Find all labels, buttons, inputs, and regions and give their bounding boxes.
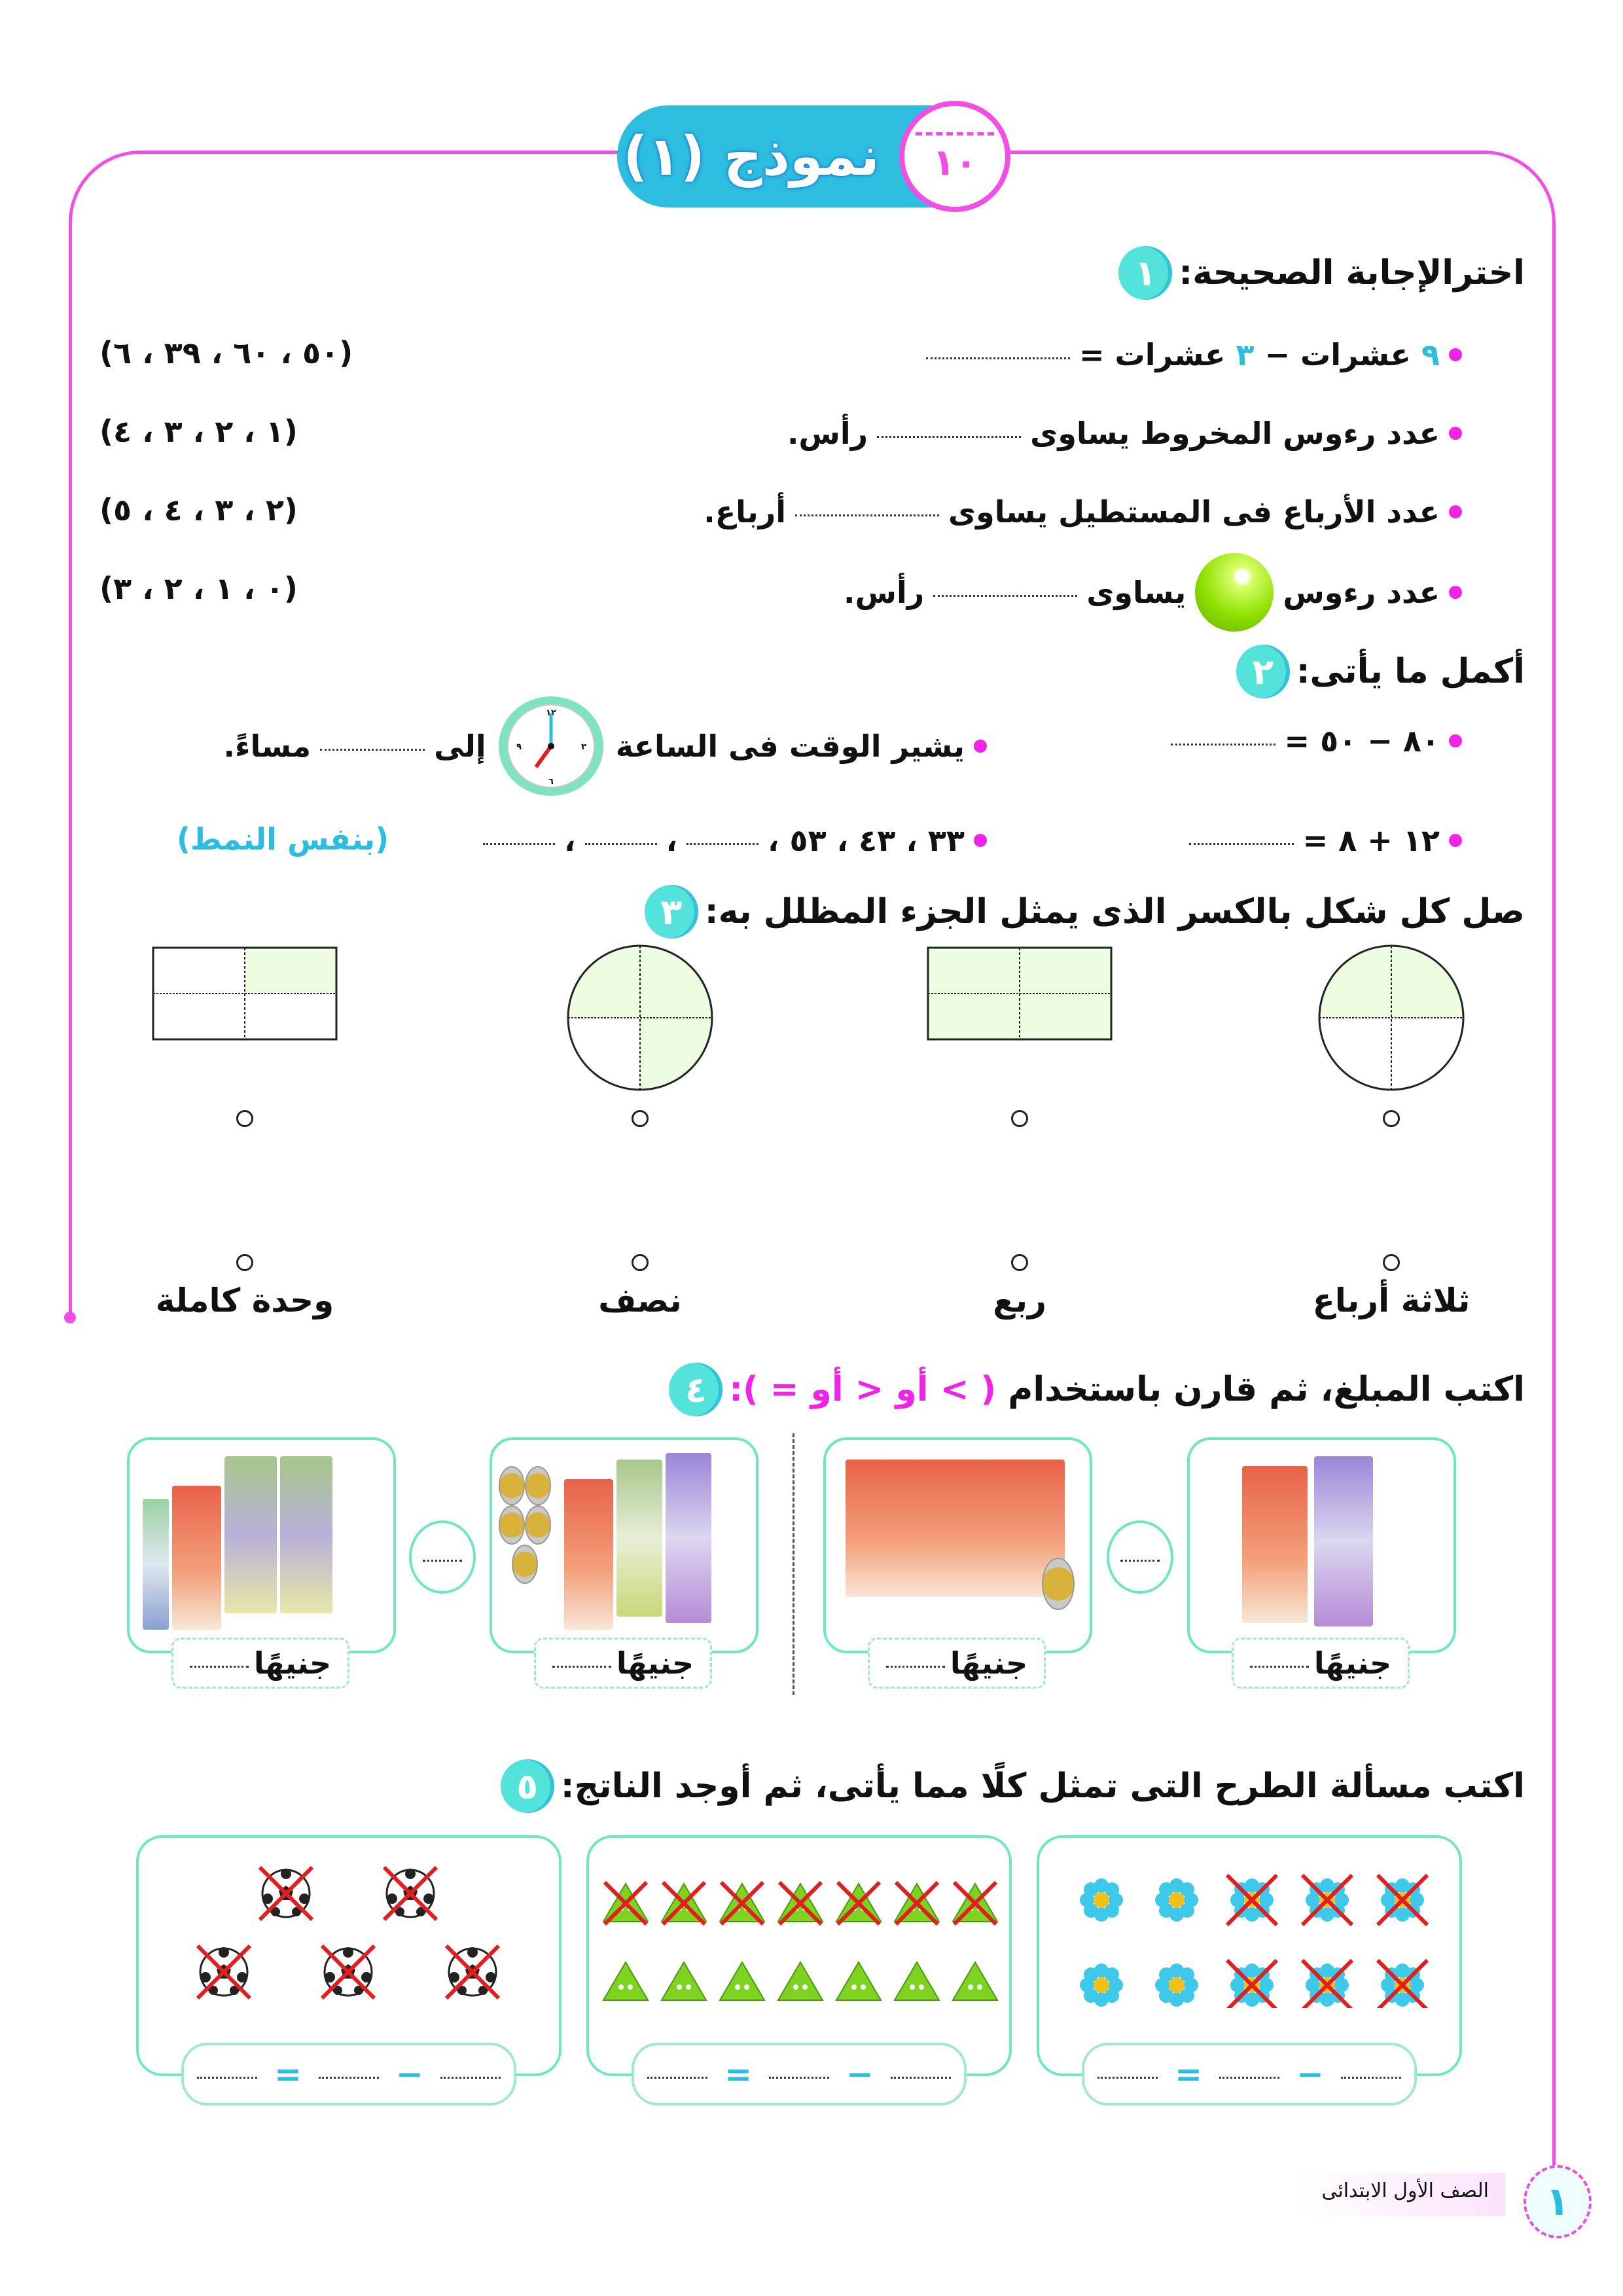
section-2-heading — [1236, 645, 1525, 698]
number: ٩ — [1421, 337, 1440, 372]
bullet-icon — [974, 740, 987, 753]
subtraction-equation — [632, 2043, 967, 2106]
banknote-20 — [224, 1456, 277, 1613]
answer-choices: (٢ ، ٣ ، ٤ ، ٥) — [99, 492, 298, 528]
answer-blank[interactable] — [1189, 836, 1294, 845]
question-row — [704, 494, 1462, 529]
pattern-numbers: ٣٣ ، ٤٣ ، ٥٣ ، — [768, 823, 965, 858]
bullet-icon — [1449, 734, 1462, 747]
equation: ٨٠ − ٥٠ = — [1284, 723, 1440, 759]
answer-blank[interactable] — [1171, 736, 1275, 745]
amount-field[interactable] — [534, 1638, 712, 1689]
amount-field[interactable] — [1232, 1638, 1410, 1689]
section-title: اكتب مسألة الطرح التى تمثل كلًا مما يأتى، ثم أوجد الناتج: — [560, 1767, 1525, 1806]
coin-1 — [525, 1466, 551, 1505]
badge-number: ١٠ — [932, 141, 978, 184]
answer-blank[interactable] — [585, 836, 657, 845]
fraction-label: ربع — [993, 1282, 1046, 1319]
answer-blank[interactable] — [483, 836, 555, 845]
answer-blank[interactable] — [197, 2070, 257, 2079]
page-number-text: ١ — [1545, 2179, 1570, 2225]
answer-choices: (٠ ، ١ ، ٢ ، ٣) — [99, 571, 298, 606]
answer-blank[interactable] — [687, 836, 758, 845]
answer-blank[interactable] — [1341, 2070, 1401, 2079]
match-dot[interactable] — [236, 1254, 253, 1271]
svg-text:١٢: ١٢ — [545, 708, 556, 718]
question-text: عدد الأرباع فى المستطيل يساوى — [948, 494, 1440, 529]
banknote-20 — [280, 1456, 332, 1613]
rectangle-quarter-shaded — [153, 948, 336, 1039]
banknote-20 — [616, 1460, 662, 1617]
circle-half-shaded — [1319, 946, 1463, 1090]
equals-sign: = — [724, 2055, 752, 2093]
amount-field[interactable] — [868, 1638, 1046, 1689]
grade-label: الصف الأول الابتدائى — [1321, 2179, 1489, 2202]
answer-blank[interactable] — [1097, 2070, 1158, 2079]
svg-text:٣: ٣ — [580, 742, 586, 752]
pattern-question — [483, 823, 987, 858]
coin-1 — [525, 1505, 551, 1545]
sphere-icon — [1195, 553, 1274, 632]
section-title: أكمل ما يأتى: — [1296, 652, 1525, 691]
question-text: يشير الوقت فى الساعة — [615, 728, 965, 764]
banknote-5 — [1314, 1456, 1373, 1626]
equals-sign: = — [274, 2055, 302, 2093]
question-text: عدد رءوس — [1283, 575, 1440, 610]
section-number-badge: ٣ — [645, 885, 698, 939]
coin-1 — [499, 1505, 525, 1545]
separator: ، — [666, 823, 677, 858]
banknote-5 — [143, 1499, 169, 1630]
section-3-heading — [645, 885, 1525, 939]
minus-sign: − — [396, 2055, 423, 2093]
flowers-image — [1039, 1838, 1465, 2008]
question-row — [787, 416, 1462, 451]
clock-question — [224, 694, 987, 798]
clock-icon — [495, 694, 607, 798]
money-box — [127, 1437, 396, 1653]
svg-text:٩: ٩ — [516, 742, 522, 752]
bullet-icon — [1449, 834, 1462, 847]
bullet-icon — [1449, 586, 1462, 599]
match-dot[interactable] — [1011, 1110, 1028, 1127]
banknote-5 — [666, 1453, 711, 1623]
banknote-10 — [918, 1460, 957, 1597]
unit-label: جنيهًا — [253, 1645, 332, 1681]
section-title: اخترالإجابة الصحيحة: — [1179, 253, 1525, 293]
question-row — [1171, 723, 1462, 759]
banknote-10 — [172, 1486, 221, 1630]
section-number-badge: ٥ — [501, 1759, 554, 1813]
fraction-label: نصف — [598, 1282, 682, 1319]
bullet-icon — [1449, 348, 1462, 361]
svg-text:٦: ٦ — [548, 777, 554, 787]
minus-sign: − — [1296, 2055, 1324, 2093]
compare-field[interactable] — [1107, 1520, 1173, 1594]
section-4-heading — [669, 1363, 1525, 1416]
section-1-heading — [1118, 246, 1525, 300]
minus-sign: − — [846, 2055, 874, 2093]
section-title — [729, 1370, 1525, 1409]
page-badge — [899, 101, 1010, 212]
bullet-icon — [1449, 505, 1462, 518]
title-text: نموذج (١) — [623, 125, 880, 188]
comparison-symbols: ( > أو < أو = ): — [729, 1370, 997, 1409]
answer-blank[interactable] — [891, 2070, 951, 2079]
frame-line-right — [1552, 262, 1556, 2166]
question-suffix: أرباع. — [704, 494, 786, 529]
balls-image — [139, 1838, 564, 2008]
bullet-icon — [1449, 427, 1462, 440]
question-text: مساءً. — [223, 728, 312, 764]
answer-choices: (٥٠ ، ٦٠ ، ٣٩ ، ٦) — [99, 335, 353, 370]
question-text: إلى — [434, 728, 486, 764]
equals-sign: = — [1175, 2055, 1202, 2093]
unit-label: جنيهًا — [950, 1645, 1028, 1681]
section-number-badge: ٤ — [669, 1363, 722, 1416]
triangles-image — [589, 1838, 1014, 2008]
banknote-10 — [1242, 1466, 1308, 1623]
answer-blank[interactable] — [769, 2070, 829, 2079]
answer-blank[interactable] — [795, 507, 939, 516]
title-text: اكتب المبلغ، ثم قارن باستخدام — [1008, 1370, 1525, 1409]
unit-label: جنيهًا — [1313, 1645, 1392, 1681]
frame-dot — [64, 1312, 76, 1323]
compare-field[interactable] — [409, 1520, 476, 1594]
section-5-heading — [501, 1759, 1525, 1813]
unit-label: جنيهًا — [616, 1645, 694, 1681]
question-row — [1189, 823, 1462, 858]
money-box — [823, 1437, 1092, 1653]
coin-1 — [499, 1466, 525, 1505]
banknote-10 — [990, 1460, 1029, 1597]
money-box — [490, 1437, 758, 1653]
match-dot[interactable] — [632, 1254, 649, 1271]
section-number-badge: ٢ — [1236, 645, 1290, 698]
number: ٣ — [1236, 337, 1255, 372]
question-suffix: رأس. — [844, 575, 925, 610]
rectangle-fully-shaded — [928, 948, 1111, 1039]
answer-blank[interactable] — [877, 429, 1021, 438]
bullet-icon — [974, 834, 987, 847]
banknote-10 — [564, 1479, 613, 1630]
amount-field[interactable] — [171, 1638, 349, 1689]
subtraction-box-flowers — [1037, 1835, 1462, 2076]
coin-1 — [512, 1545, 538, 1584]
section-number-badge: ١ — [1118, 246, 1172, 300]
separator: ، — [564, 823, 576, 858]
subtraction-equation — [181, 2043, 516, 2106]
answer-blank[interactable] — [1219, 2070, 1279, 2079]
match-dot[interactable] — [1011, 1254, 1028, 1271]
question-suffix: رأس. — [787, 416, 868, 451]
answer-blank[interactable] — [926, 350, 1070, 359]
subtraction-box-balls — [136, 1835, 562, 2076]
pattern-hint: (بنفس النمط) — [177, 821, 389, 857]
section-title: صل كل شكل بالكسر الذى يمثل الجزء المظلل به: — [704, 892, 1525, 931]
fraction-label: وحدة كاملة — [155, 1282, 334, 1319]
subtraction-equation — [1082, 2043, 1417, 2106]
equation: ١٢ + ٨ = — [1302, 823, 1440, 858]
match-dot[interactable] — [236, 1110, 253, 1127]
question-row — [844, 553, 1462, 632]
subtraction-box-triangles — [586, 1835, 1012, 2076]
money-box — [1187, 1437, 1456, 1653]
coin-1 — [1042, 1558, 1075, 1610]
answer-blank[interactable] — [440, 2070, 501, 2079]
divider — [793, 1433, 794, 1695]
text: عشرات − — [1254, 337, 1421, 372]
page-number — [1524, 2165, 1592, 2238]
banknote-10 — [846, 1460, 885, 1597]
answer-blank[interactable] — [319, 2070, 379, 2079]
circle-three-quarters-shaded — [568, 946, 712, 1090]
match-dot[interactable] — [1383, 1110, 1400, 1127]
fraction-shapes — [0, 942, 1623, 1100]
question-row — [926, 337, 1462, 372]
answer-blank[interactable] — [933, 588, 1077, 597]
fraction-label: ثلاثة أرباع — [1312, 1282, 1471, 1319]
frame-line-left — [69, 262, 72, 1317]
answer-blank[interactable] — [320, 742, 425, 751]
text: عشرات = — [1079, 337, 1236, 372]
answer-blank[interactable] — [647, 2070, 707, 2079]
question-text: عدد رءوس المخروط يساوى — [1030, 416, 1440, 451]
question-text: يساوى — [1086, 575, 1186, 610]
banknote-10 — [954, 1460, 993, 1597]
banknote-10 — [882, 1460, 921, 1597]
match-dot[interactable] — [1383, 1254, 1400, 1271]
match-dot[interactable] — [632, 1110, 649, 1127]
answer-choices: (١ ، ٢ ، ٣ ، ٤) — [99, 414, 298, 449]
